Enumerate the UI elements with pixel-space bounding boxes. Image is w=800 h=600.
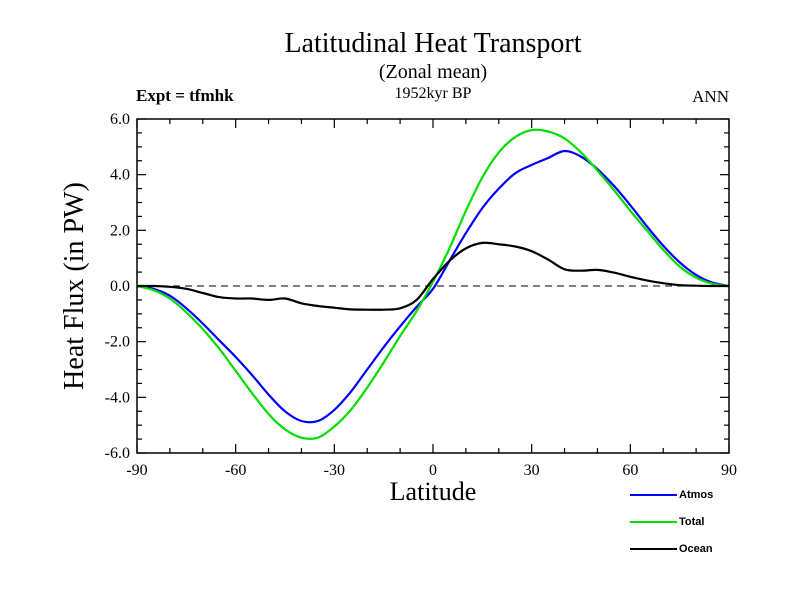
chart-dateline: 1952kyr BP	[394, 85, 472, 102]
experiment-label: Expt = tfmhk	[136, 86, 234, 105]
atmos-line-swatch	[630, 494, 677, 496]
series-ocean-line	[137, 243, 729, 310]
y-tick-label: -2.0	[104, 333, 130, 351]
y-axis-title: Heat Flux (in PW)	[59, 182, 90, 390]
legend-label-atmos: Atmos	[679, 489, 714, 501]
y-tick-label: 0.0	[110, 278, 130, 295]
x-tick-label: -30	[323, 462, 345, 479]
legend	[630, 489, 713, 570]
y-tick-label: -4.0	[104, 389, 130, 407]
legend-item-total	[630, 516, 713, 528]
chart-subtitle: (Zonal mean)	[378, 61, 488, 83]
total-line-swatch	[630, 521, 677, 523]
ocean-line-swatch	[630, 548, 677, 550]
y-tick-label: -6.0	[104, 445, 130, 462]
x-tick-label: 30	[523, 462, 540, 479]
legend-item-ocean	[630, 543, 713, 555]
season-label: ANN	[692, 87, 729, 106]
chart-title: Latitudinal Heat Transport	[284, 28, 582, 59]
y-tick-label: 2.0	[110, 222, 130, 240]
y-tick-label: 4.0	[110, 166, 130, 184]
series-atmos-line	[137, 151, 729, 422]
legend-item-atmos	[630, 489, 713, 501]
x-axis-title: Latitude	[389, 477, 477, 506]
x-tick-label: -60	[225, 462, 247, 479]
x-tick-label: 60	[622, 462, 639, 479]
legend-label-ocean: Ocean	[679, 543, 713, 555]
x-tick-label: 90	[721, 462, 737, 479]
x-tick-label: -90	[126, 462, 148, 479]
y-tick-label: 6.0	[110, 111, 130, 128]
legend-label-total: Total	[679, 516, 705, 528]
series-total-line	[137, 130, 729, 439]
x-tick-label: 0	[429, 462, 437, 479]
